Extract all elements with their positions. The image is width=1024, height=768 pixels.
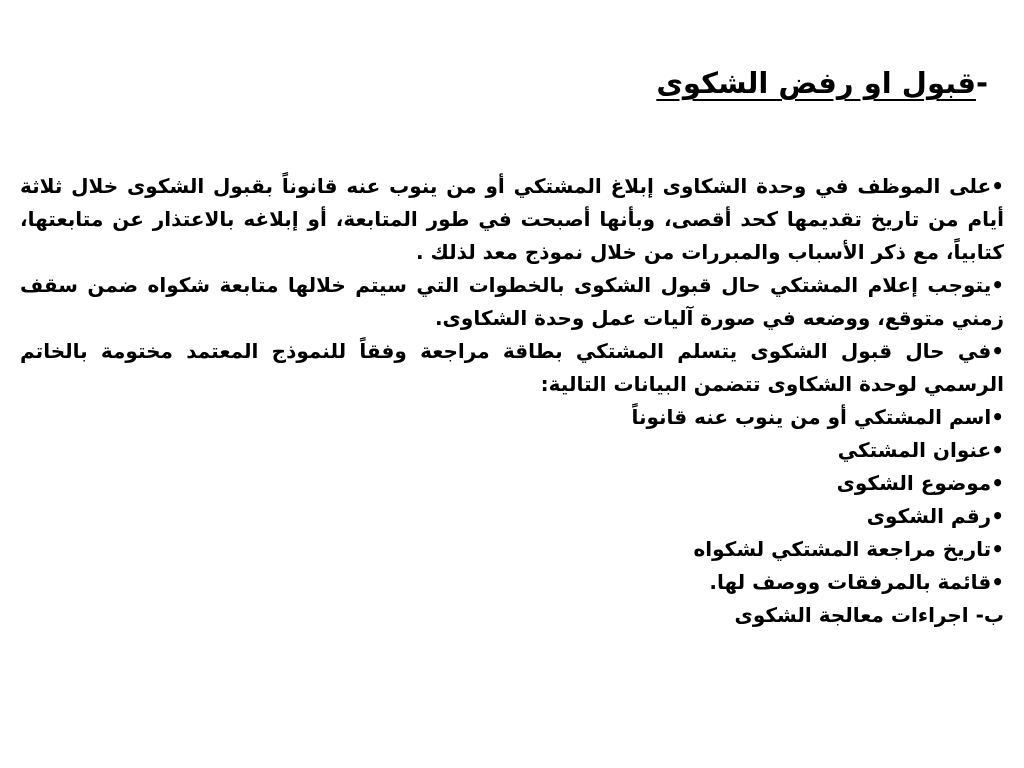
paragraph-text: في حال قبول الشكوى يتسلم المشتكي بطاقة مراجعة وفقاً للنموذج المعتمد مختومة بالخاتم الرسمي لوحدة الشكاوى تتضمن البيانات التالية: [20, 339, 1004, 396]
bullet-icon: • [991, 504, 1004, 528]
bullet-icon: • [991, 405, 1004, 429]
paragraph-text: على الموظف في وحدة الشكاوى إبلاغ المشتكي أو من ينوب عنه قانوناً بقبول الشكوى خلال ثلاثة أيام من تاريخ تقديمها كحد أقصى، وبأنها أصبحت في طور المتابعة، أو إبلاغه بالاعتذار عن متابعتها، كتابياً، مع ذكر الأسباب والمبررات من خلال نموذج معد لذلك . [20, 174, 1004, 264]
list-item [20, 500, 1004, 533]
title-dash: - [975, 66, 988, 100]
list-item-text: عنوان المشتكي [837, 438, 992, 462]
bullet-icon: • [991, 438, 1004, 462]
list-item-text: تاريخ مراجعة المشتكي لشكواه [693, 537, 992, 561]
list-item [20, 467, 1004, 500]
bullet-icon: • [991, 471, 1004, 495]
list-item-text: رقم الشكوى [866, 504, 992, 528]
slide-title [656, 66, 988, 101]
paragraph-review-card [20, 335, 1004, 401]
next-section-heading: ب- اجراءات معالجة الشكوى [734, 603, 1004, 627]
list-item [20, 566, 1004, 599]
slide-body [20, 170, 1004, 632]
list-item [20, 533, 1004, 566]
bullet-icon: • [991, 537, 1004, 561]
bullet-icon: • [991, 174, 1004, 198]
list-item-text: موضوع الشكوى [836, 471, 992, 495]
list-item-text: قائمة بالمرفقات ووصف لها. [709, 570, 992, 594]
title-text: قبول او رفض الشكوى [656, 66, 976, 100]
paragraph-text: يتوجب إعلام المشتكي حال قبول الشكوى بالخطوات التي سيتم خلالها متابعة شكواه ضمن سقف زمني متوقع، ووضعه في صورة آليات عمل وحدة الشكاوى. [20, 273, 1004, 330]
paragraph-inform-steps [20, 269, 1004, 335]
bullet-icon: • [991, 339, 1004, 363]
paragraph-notify-acceptance [20, 170, 1004, 269]
list-item [20, 401, 1004, 434]
list-item-text: اسم المشتكي أو من ينوب عنه قانوناً [631, 405, 992, 429]
bullet-icon: • [991, 273, 1004, 297]
list-item [20, 434, 1004, 467]
bullet-icon: • [991, 570, 1004, 594]
